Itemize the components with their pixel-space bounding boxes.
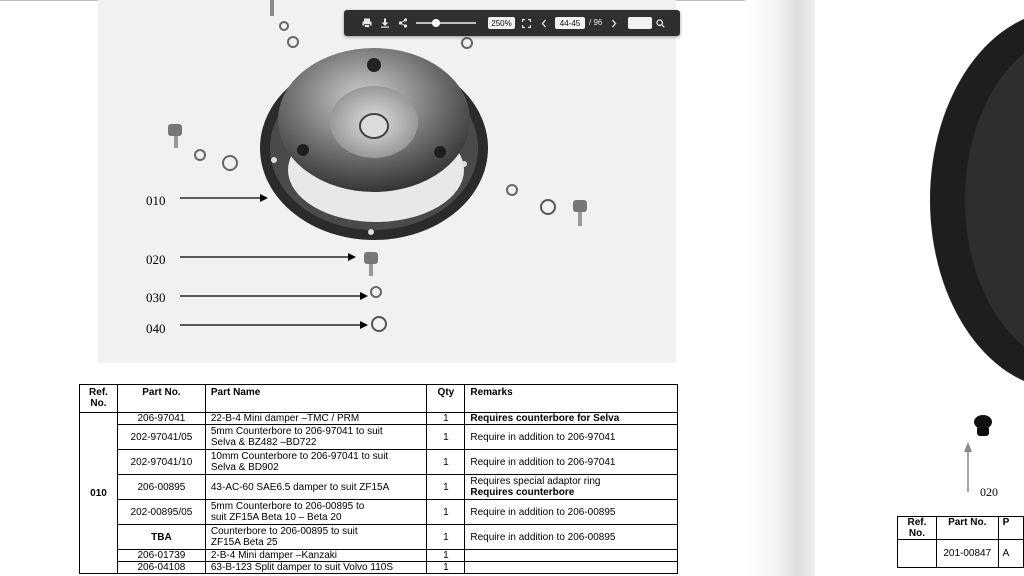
- table-row: [80, 500, 678, 525]
- zoom-level[interactable]: 250%: [488, 17, 515, 29]
- prev-icon[interactable]: [538, 10, 550, 36]
- table-row: [80, 450, 678, 475]
- qty-cell: 1: [427, 500, 465, 525]
- part-name-cell: 22-B-4 Mini damper –TMC / PRM: [205, 413, 427, 425]
- qty-cell: 1: [427, 425, 465, 450]
- right-parts-table: [897, 516, 1024, 568]
- callout-010: 010: [146, 193, 166, 208]
- part-name-line: 5mm Counterbore to 206-97041 to suit: [210, 426, 383, 437]
- part-name-cell: [205, 450, 427, 475]
- right-header-ref: Ref. No.: [898, 517, 937, 540]
- remarks-cell: Require in addition to 206-97041: [465, 450, 678, 475]
- part-name-cell: 2-B-4 Mini damper –Kanzaki: [205, 550, 427, 562]
- part-name-cell: [205, 525, 427, 550]
- remarks-cell: Requires counterbore for Selva: [465, 413, 678, 425]
- right-header-name: P: [998, 517, 1023, 540]
- part-name-line: 5mm Counterbore to 206-00895 to: [210, 501, 365, 512]
- table-row: [80, 525, 678, 550]
- right-table-row: [898, 540, 1024, 568]
- part-name-line: Selva & BD902: [210, 462, 279, 473]
- part-name-line: Selva & BZ482 –BD722: [210, 437, 317, 448]
- header-remarks: Remarks: [465, 385, 678, 413]
- parts-table: [79, 384, 678, 574]
- right-part-no-cell: 201-00847: [936, 540, 998, 568]
- part-name-line: suit ZF15A Beta 10 – Beta 20: [210, 512, 342, 523]
- remarks-cell: [465, 562, 678, 574]
- damper-photo: [98, 0, 676, 363]
- qty-cell: 1: [427, 550, 465, 562]
- part-name-line: ZF15A Beta 25: [210, 537, 278, 548]
- page-input[interactable]: 44-45: [555, 17, 585, 29]
- part-name-line: 10mm Counterbore to 206-97041 to suit: [210, 451, 389, 462]
- qty-cell: 1: [427, 413, 465, 425]
- callout-030: 030: [146, 290, 166, 305]
- part-name-cell: [205, 500, 427, 525]
- qty-cell: 1: [427, 562, 465, 574]
- remarks-cell: Require in addition to 206-00895: [465, 525, 678, 550]
- part-no-cell: 206-00895: [117, 475, 205, 500]
- right-callout-020: 020: [980, 485, 998, 499]
- part-name-cell: 63-B-123 Split damper to suit Volvo 110S: [205, 562, 427, 574]
- part-name-cell: 43-AC-60 SAE6.5 damper to suit ZF15A: [205, 475, 427, 500]
- header-part-no: Part No.: [117, 385, 205, 413]
- part-no-cell: TBA: [117, 525, 205, 550]
- table-row: [80, 475, 678, 500]
- part-no-cell: 202-00895/05: [117, 500, 205, 525]
- download-icon[interactable]: [378, 10, 392, 36]
- part-no-cell: 202-97041/05: [117, 425, 205, 450]
- part-no-cell: 202-97041/10: [117, 450, 205, 475]
- right-header-part-no: Part No.: [936, 517, 998, 540]
- remarks-cell: [465, 475, 678, 500]
- remarks-cell: Require in addition to 206-00895: [465, 500, 678, 525]
- remarks-cell: Require in addition to 206-97041: [465, 425, 678, 450]
- callout-040: 040: [146, 321, 166, 336]
- zoom-slider-thumb[interactable]: [432, 19, 440, 27]
- table-row: [80, 562, 678, 574]
- header-part-name: Part Name: [205, 385, 427, 413]
- share-icon[interactable]: [396, 10, 410, 36]
- qty-cell: 1: [427, 525, 465, 550]
- table-row: [80, 550, 678, 562]
- part-no-cell: 206-01739: [117, 550, 205, 562]
- fullscreen-icon[interactable]: [520, 10, 532, 36]
- callout-020: 020: [146, 252, 166, 267]
- part-no-cell: 206-97041: [117, 413, 205, 425]
- header-qty: Qty: [427, 385, 465, 413]
- right-table-header-row: [898, 517, 1024, 540]
- ref-cell: 010: [80, 413, 118, 574]
- part-name-line: Counterbore to 206-00895 to suit: [210, 526, 358, 537]
- qty-cell: 1: [427, 450, 465, 475]
- remarks-line: Requires counterbore: [470, 487, 575, 498]
- right-ref-cell: [898, 540, 937, 568]
- zoom-slider[interactable]: [416, 22, 476, 24]
- viewer-toolbar: [344, 10, 680, 36]
- part-no-cell: 206-04108: [117, 562, 205, 574]
- next-icon[interactable]: [608, 10, 620, 36]
- print-icon[interactable]: [360, 10, 374, 36]
- remarks-line: Requires special adaptor ring: [470, 476, 601, 487]
- book-spine-shadow: [745, 0, 815, 576]
- page-total: / 96: [589, 18, 603, 27]
- remarks-cell: [465, 550, 678, 562]
- part-name-cell: [205, 425, 427, 450]
- search-input[interactable]: [628, 17, 652, 29]
- search-icon[interactable]: [654, 10, 666, 36]
- table-row: [80, 425, 678, 450]
- table-row: [80, 413, 678, 425]
- qty-cell: 1: [427, 475, 465, 500]
- header-ref: Ref. No.: [80, 385, 118, 413]
- right-part-name-cell: A: [998, 540, 1023, 568]
- table-header-row: [80, 385, 678, 413]
